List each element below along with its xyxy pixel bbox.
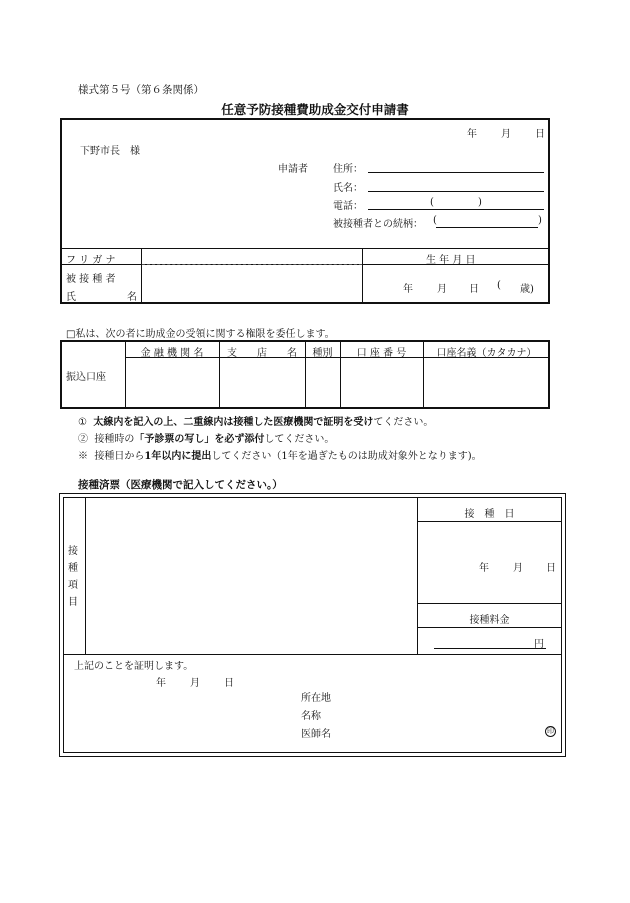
clinic-name-label: 名称	[301, 711, 321, 722]
phone-field[interactable]	[368, 209, 544, 210]
application-date-month-label: 月	[501, 129, 511, 140]
delegation-checkbox-text[interactable]: □私は、次の者に助成金の受領に関する権限を委任します。	[66, 329, 335, 340]
branch-name-field[interactable]	[220, 358, 304, 408]
note-1-rest: てください。	[373, 417, 434, 428]
vaccinee-label: 被 接 種 者	[66, 274, 116, 285]
relation-field[interactable]	[436, 227, 538, 228]
addressee: 下野市長 様	[80, 146, 140, 157]
vaccinee-label-mei: 名	[127, 292, 137, 303]
relation-paren-close: )	[538, 215, 542, 226]
bank-name-header: 金 融 機 関 名	[140, 348, 204, 359]
note-1	[78, 413, 433, 428]
birth-month-label: 月	[437, 284, 447, 295]
account-holder-header: 口座名義（カタカナ）	[436, 348, 537, 359]
column-divider	[141, 248, 142, 304]
row-divider	[60, 248, 550, 249]
row-divider	[417, 603, 562, 604]
note-1-bold: 太線内を記入の上、二重線内は接種した医療機関で証明を受け	[93, 417, 374, 428]
row-divider	[417, 627, 562, 628]
account-type-header: 種別	[312, 348, 333, 359]
phone-paren-open: (	[430, 197, 434, 208]
bank-name-field[interactable]	[126, 358, 218, 408]
clinic-location-label: 所在地	[301, 693, 331, 704]
phone-label: 電話：	[333, 201, 363, 212]
item-char-3: 項	[68, 580, 78, 591]
vaccination-day-label: 日	[546, 563, 556, 574]
branch-name-header: 支 店 名	[227, 348, 297, 359]
vaccination-item-field[interactable]	[86, 498, 416, 653]
relation-paren-open: (	[433, 215, 437, 226]
form-number: 様式第５号（第６条関係）	[78, 84, 204, 96]
furigana-dash	[142, 264, 362, 265]
relation-label: 被接種者との続柄：	[333, 219, 423, 230]
row-divider	[417, 521, 562, 522]
address-label: 住所：	[333, 164, 363, 175]
seal-icon: 印	[547, 727, 554, 735]
yen-label: 円	[534, 639, 544, 650]
vaccination-fee-header: 接種料金	[469, 615, 510, 626]
note-2	[78, 430, 334, 445]
application-date-year-label: 年	[467, 129, 477, 140]
transfer-account-label: 振込口座	[66, 372, 106, 383]
age-label: 歳)	[520, 284, 534, 295]
page-title: 任意予防接種費助成金交付申請書	[221, 102, 409, 117]
note-2-mark: ②	[78, 434, 88, 445]
note-3-mark: ※	[78, 451, 88, 462]
account-type-field[interactable]	[306, 358, 339, 408]
address-field[interactable]	[368, 172, 544, 173]
note-2-rest: してください。	[264, 434, 335, 445]
age-paren-open: (	[497, 280, 501, 291]
item-char-1: 接	[68, 546, 78, 557]
note-2-pre: 接種時の	[94, 434, 135, 445]
birth-date-header: 生 年 月 日	[426, 255, 476, 266]
account-number-field[interactable]	[341, 358, 422, 408]
cert-day-label: 日	[224, 678, 234, 689]
column-divider	[362, 248, 363, 304]
name-field[interactable]	[368, 191, 544, 192]
application-date-day-label: 日	[535, 129, 545, 140]
note-3-bold: 1年以内に提出	[144, 451, 212, 462]
applicant-label: 申請者	[278, 164, 308, 175]
name-label: 氏名：	[333, 183, 363, 194]
birth-year-label: 年	[403, 284, 413, 295]
note-2-bold: 「予診票の写し」を必ず添付	[134, 434, 265, 445]
certificate-section-title: 接種済票（医療機関で記入してください。）	[78, 479, 283, 491]
account-number-header: 口 座 番 号	[356, 348, 407, 359]
note-3-rest: してください（1年を過ぎたものは助成対象外となります)。	[211, 451, 482, 462]
vaccination-month-label: 月	[513, 563, 523, 574]
note-1-mark: ①	[78, 417, 87, 428]
vaccination-year-label: 年	[479, 563, 489, 574]
item-char-2: 種	[68, 563, 78, 574]
note-3	[78, 447, 482, 462]
furigana-label: フ リ ガ ナ	[66, 255, 116, 266]
vaccination-item-label	[67, 543, 79, 611]
vaccinee-label-shi: 氏	[66, 292, 76, 303]
cert-year-label: 年	[156, 678, 166, 689]
vaccination-fee-field[interactable]	[434, 648, 546, 649]
phone-paren-close: )	[478, 197, 482, 208]
item-char-4: 目	[68, 597, 78, 608]
cert-month-label: 月	[190, 678, 200, 689]
vaccination-date-header: 接 種 日	[464, 509, 515, 520]
doctor-name-label: 医師名	[301, 729, 331, 740]
row-divider	[63, 654, 562, 655]
certify-text: 上記のことを証明します。	[74, 661, 194, 672]
note-3-pre: 接種日から	[94, 451, 145, 462]
birth-day-label: 日	[469, 284, 479, 295]
account-holder-field[interactable]	[424, 358, 548, 408]
